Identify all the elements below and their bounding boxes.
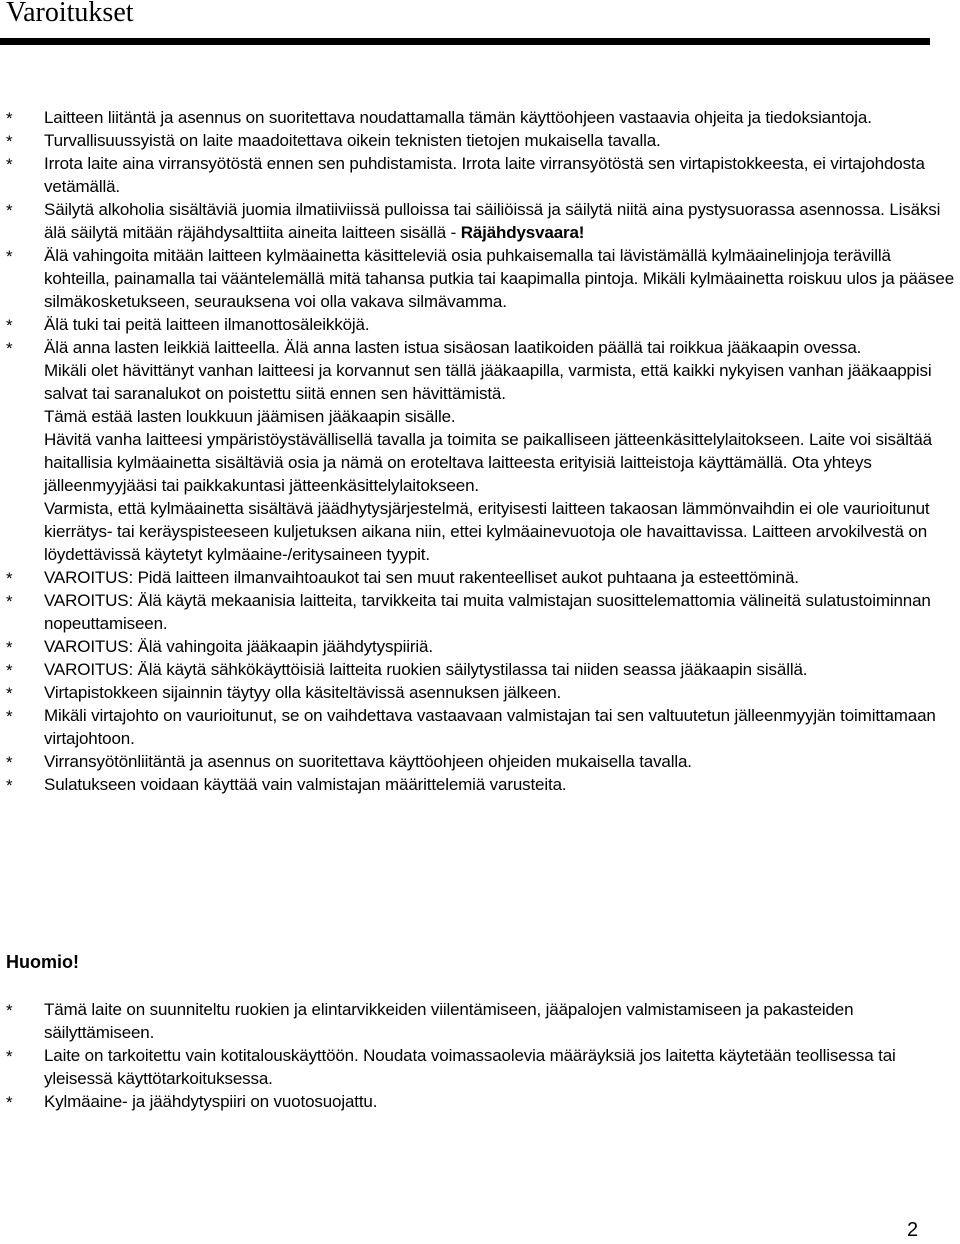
list-item: * Turvallisuussyistä on laite maadoitettava oikein teknisten tietojen mukaisella tavalla. [0,129,960,152]
list-item: * Mikäli virtajohto on vaurioitunut, se on vaihdettava vastaavaan valmistajan tai sen valtuutetun jälleenmyyjän toimittamaan virtajohtoon. [0,704,960,750]
list-item: * VAROITUS: Älä käytä mekaanisia laitteita, tarvikkeita tai muita valmistajan suosittelemattomia välineitä sulatustoiminnan nopeuttamiseen. [0,589,960,635]
explosion-warning: Räjähdysvaara! [460,223,585,242]
list-item: * Tämä laite on suunniteltu ruokien ja elintarvikkeiden viilentämiseen, jääpalojen valmistamiseen ja pakasteiden säilyttämiseen. [0,998,960,1044]
list-item: * Laitteen liitäntä ja asennus on suoritettava noudattamalla tämän käyttöohjeen vastaavia ohjeita ja tiedoksiantoja. [0,106,960,129]
list-paragraph: Varmista, että kylmäainetta sisältävä jäädhytysjärjestelmä, erityisesti laitteen takaosan lämmönvaihdin ei ole vaurioitunut kierrätys- tai keräyspisteeseen kuljetuksen aikana niin, ettei kylmäainevuotoja ole havaittavissa. Laitteen arvokilvestä on löydettävissä käytetyt kylmäaine-/eritysaineen tyypit. [44,499,930,564]
list-item: * Irrota laite aina virransyötöstä ennen sen puhdistamista. Irrota laite virransyötöstä sen virtapistokkeesta, ei virtajohdosta vetämällä. [0,152,960,198]
list-item: * VAROITUS: Pidä laitteen ilmanvaihtoaukot tai sen muut rakenteelliset aukot puhtaana ja esteettöminä. [0,566,960,589]
list-item: * Virransyötönliitäntä ja asennus on suoritettava käyttöohjeen ohjeiden mukaisella tavalla. [0,750,960,773]
list-paragraph: Hävitä vanha laitteesi ympäristöystävällisellä tavalla ja toimita se paikalliseen jätteenkäsittelylaitokseen. Laite voi sisältää haitallisia kylmäainetta sisältäviä osia ja nämä on eroteltava laitteesta erityisiä laitteistoja käyttämällä. Ota yhteys jälleenmyyjääsi tai paikkakuntasi jätteenkäsittelylaitokseen. [44,430,932,495]
note-heading: Huomio! [6,952,79,972]
list-item: * VAROITUS: Älä käytä sähkökäyttöisiä laitteita ruokien säilytystilassa tai niiden seassa jääkaapin sisällä. [0,658,960,681]
list-paragraph: Mikäli olet hävittänyt vanhan laitteesi ja korvannut sen tällä jääkaapilla, varmista, että kaikki nykyisen vanhan jääkaappisi salvat tai saranalukot on poistettu siitä ennen sen hävittämistä. [44,361,932,403]
page-title: Varoitukset [6,0,134,28]
list-item: * Älä anna lasten leikkiä laitteella. Älä anna lasten istua sisäosan laatikoiden päällä tai roikkua jääkaapin ovessa. [0,336,960,359]
list-item: * Säilytä alkoholia sisältäviä juomia ilmatiiviissä pulloissa tai säiliöissä ja säilytä niitä aina pystysuorassa asennossa. Lisäksi älä säilytä mitään räjähdysalttiita aineita laitteen sisällä - Räjähdysvaara! [0,198,960,244]
list-item: * Virtapistokkeen sijainnin täytyy olla käsiteltävissä asennuksen jälkeen. [0,681,960,704]
warnings-list [0,106,960,796]
list-item: * Laite on tarkoitettu vain kotitalouskäyttöön. Noudata voimassaolevia määräyksiä jos laitetta käytetään teollisessa tai yleisessä käyttötarkoituksessa. [0,1044,960,1090]
list-item: * VAROITUS: Älä vahingoita jääkaapin jäähdytyspiiriä. [0,635,960,658]
list-item: * Kylmäaine- ja jäähdytyspiiri on vuotosuojattu. [0,1090,960,1113]
list-item: * Älä tuki tai peitä laitteen ilmanottosäleikköjä. [0,313,960,336]
page-number: 2 [907,1219,919,1241]
list-paragraph: Tämä estää lasten loukkuun jäämisen jääkaapin sisälle. [44,407,456,426]
title-underline [0,38,930,45]
list-item: * Älä vahingoita mitään laitteen kylmäainetta käsitteleviä osia puhkaisemalla tai lävistämällä kylmäainelinjoja terävillä kohteilla, painamalla tai vääntelemällä mitä tahansa putkia tai kaapimalla pintoja. Mikäli kylmäainetta roiskuu ulos ja pääsee silmäkosketukseen, seurauksena voi olla vakava silmävamma. [0,244,960,313]
list-item: * Sulatukseen voidaan käyttää vain valmistajan määrittelemiä varusteita. [0,773,960,796]
notes-list [0,998,960,1113]
